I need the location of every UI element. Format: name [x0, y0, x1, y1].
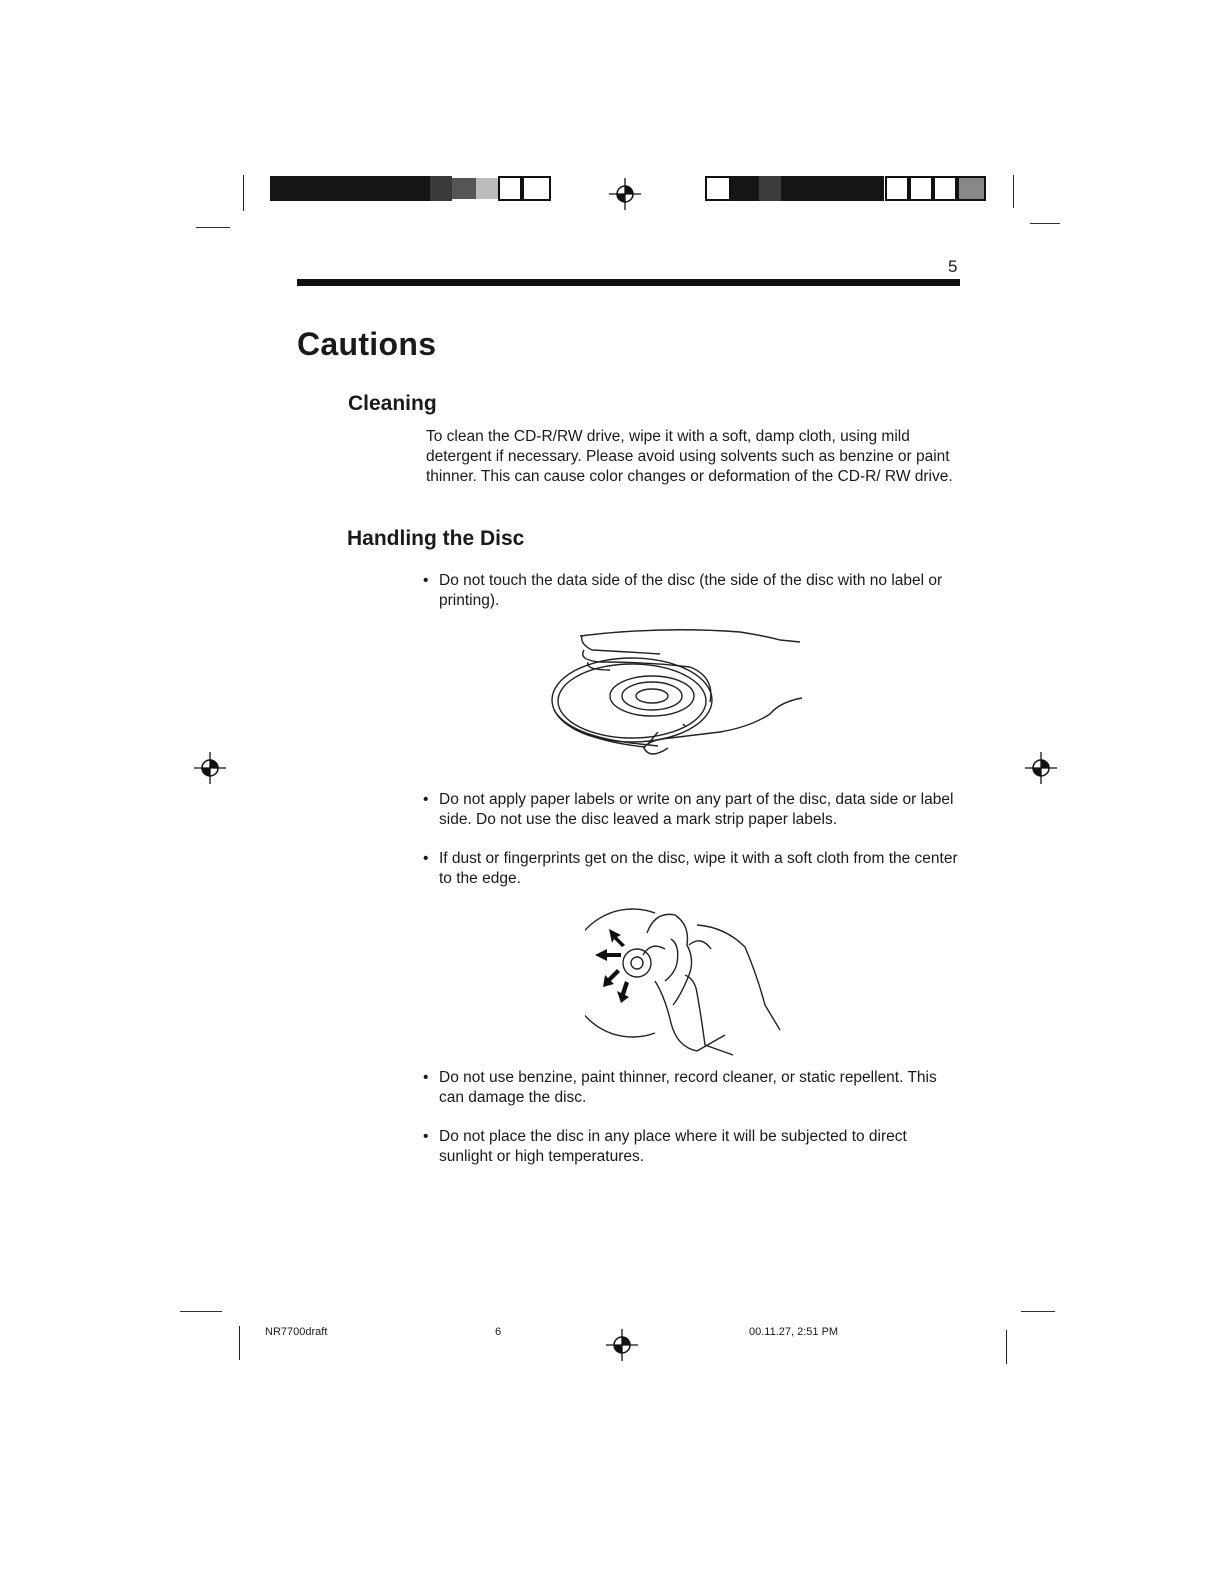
registration-bar-left	[270, 176, 552, 201]
section-heading-cleaning: Cleaning	[348, 392, 437, 415]
list-item	[423, 849, 963, 889]
footer-sheet-number: 6	[495, 1326, 502, 1338]
registration-crosshair-icon	[1022, 749, 1060, 787]
registration-crosshair-icon	[606, 175, 644, 213]
crop-mark	[1013, 175, 1014, 208]
bullet-dot: •	[423, 850, 429, 867]
crop-mark	[1030, 223, 1060, 224]
list-item	[423, 1127, 963, 1167]
disc-touch-illustration	[540, 622, 820, 762]
registration-bar-right	[705, 176, 987, 201]
header-rule	[297, 279, 960, 286]
page-title: Cautions	[297, 326, 437, 362]
bullet-dot: •	[423, 791, 429, 808]
bullet-dot: •	[423, 1128, 429, 1145]
page-number: 5	[948, 257, 958, 276]
crop-mark	[180, 1311, 222, 1312]
list-item	[423, 790, 963, 830]
footer-filename: NR7700draft	[265, 1326, 328, 1338]
bullet-dot: •	[423, 1069, 429, 1086]
disc-wiping-illustration	[585, 905, 790, 1057]
list-item	[423, 571, 963, 611]
list-item-text: If dust or fingerprints get on the disc, wipe it with a soft cloth from the center to the edge.	[439, 850, 958, 887]
registration-crosshair-icon	[603, 1326, 641, 1364]
crop-mark	[1021, 1311, 1055, 1312]
crop-mark	[196, 227, 230, 228]
crop-mark	[243, 175, 244, 211]
bullet-dot: •	[423, 572, 429, 589]
list-item-text: Do not apply paper labels or write on any part of the disc, data side or label side. Do not use the disc leaved a mark strip paper labels.	[439, 791, 954, 828]
crop-mark	[1006, 1330, 1007, 1364]
list-item	[423, 1068, 963, 1108]
footer-timestamp: 00.11.27, 2:51 PM	[749, 1326, 839, 1338]
section-heading-handling-disc: Handling the Disc	[347, 527, 525, 550]
crop-mark	[239, 1326, 240, 1360]
list-item-text: Do not use benzine, paint thinner, record cleaner, or static repellent. This can damage the disc.	[439, 1069, 937, 1106]
registration-crosshair-icon	[191, 749, 229, 787]
cleaning-paragraph: To clean the CD-R/RW drive, wipe it with a soft, damp cloth, using mild detergent if necessary. Please avoid using solvents such as benzine or paint thinner. This can cause color changes or deformation of the CD-R/ RW drive.	[426, 428, 953, 485]
list-item-text: Do not touch the data side of the disc (the side of the disc with no label or printing).	[439, 572, 943, 609]
list-item-text: Do not place the disc in any place where it will be subjected to direct sunlight or high temperatures.	[439, 1128, 907, 1165]
